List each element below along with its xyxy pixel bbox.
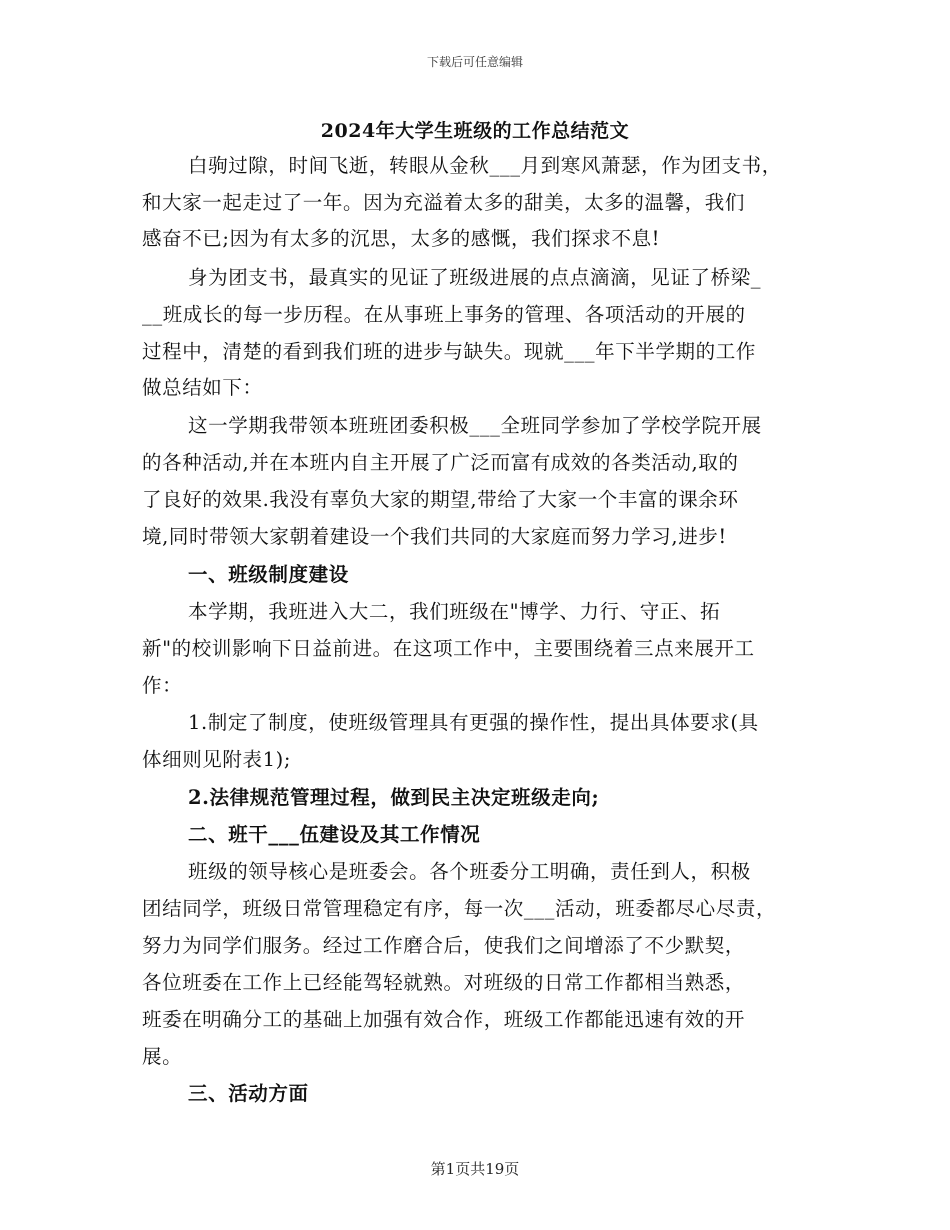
body-line: 的各种活动,并在本班内自主开展了广泛而富有成效的各类活动,取的 [142,451,739,474]
body-line: 作： [142,674,183,697]
list-item: 1.制定了制度，使班级管理具有更强的操作性，提出具体要求(具 [188,711,759,734]
body-line: 了良好的效果.我没有辜负大家的期望,带给了大家一个丰富的课余环 [142,488,739,511]
section-heading: 三、活动方面 [188,1082,309,1105]
body-line: 过程中，清楚的看到我们班的进步与缺失。现就___年下半学期的工作 [142,340,756,363]
document-title: 2024年大学生班级的工作总结范文 [320,120,630,142]
body-line: 做总结如下： [142,376,263,399]
body-line: 展。 [142,1045,183,1068]
list-item-bold: 2.法律规范管理过程，做到民主决定班级走向; [188,786,600,809]
body-line: 这一学期我带领本班班团委积极___全班同学参加了学校学院开展 [188,414,762,437]
body-line: 各位班委在工作上已经能驾轻就熟。对班级的日常工作都相当熟悉， [142,971,746,994]
body-line: 努力为同学们服务。经过工作磨合后，使我们之间增添了不少默契， [142,934,746,957]
body-line: 境,同时带领大家朝着建设一个我们共同的大家庭而努力学习,进步! [142,525,727,548]
header-note: 下载后可任意编辑 [426,55,523,69]
body-line: 班委在明确分工的基础上加强有效合作，班级工作都能迅速有效的开 [142,1008,746,1031]
body-line: __班成长的每一步历程。在从事班上事务的管理、各项活动的开展的 [142,303,746,326]
body-line: 白驹过隙，时间飞逝，转眼从金秋___月到寒风萧瑟，作为团支书， [188,154,782,177]
section-heading: 一、班级制度建设 [188,563,349,586]
body-line: 身为团支书，最真实的见证了班级进展的点点滴滴，见证了桥梁_ [188,266,762,289]
body-line: 团结同学，班级日常管理稳定有序，每一次___活动，班委都尽心尽责， [142,897,777,920]
page-footer: 第1页共19页 [430,1160,520,1178]
body-line: 体细则见附表1); [142,748,291,771]
body-line: 新"的校训影响下日益前进。在这项工作中，主要围绕着三点来展开工 [142,637,755,660]
body-line: 和大家一起走过了一年。因为充溢着太多的甜美，太多的温馨，我们 [142,191,746,214]
section-heading: 二、班干___伍建设及其工作情况 [188,823,481,846]
body-line: 班级的领导核心是班委会。各个班委分工明确，责任到人，积极 [188,860,751,883]
body-line: 感奋不已;因为有太多的沉思，太多的感慨，我们探求不息! [142,227,661,250]
body-line: 本学期，我班进入大二，我们班级在"博学、力行、守正、拓 [188,600,721,623]
